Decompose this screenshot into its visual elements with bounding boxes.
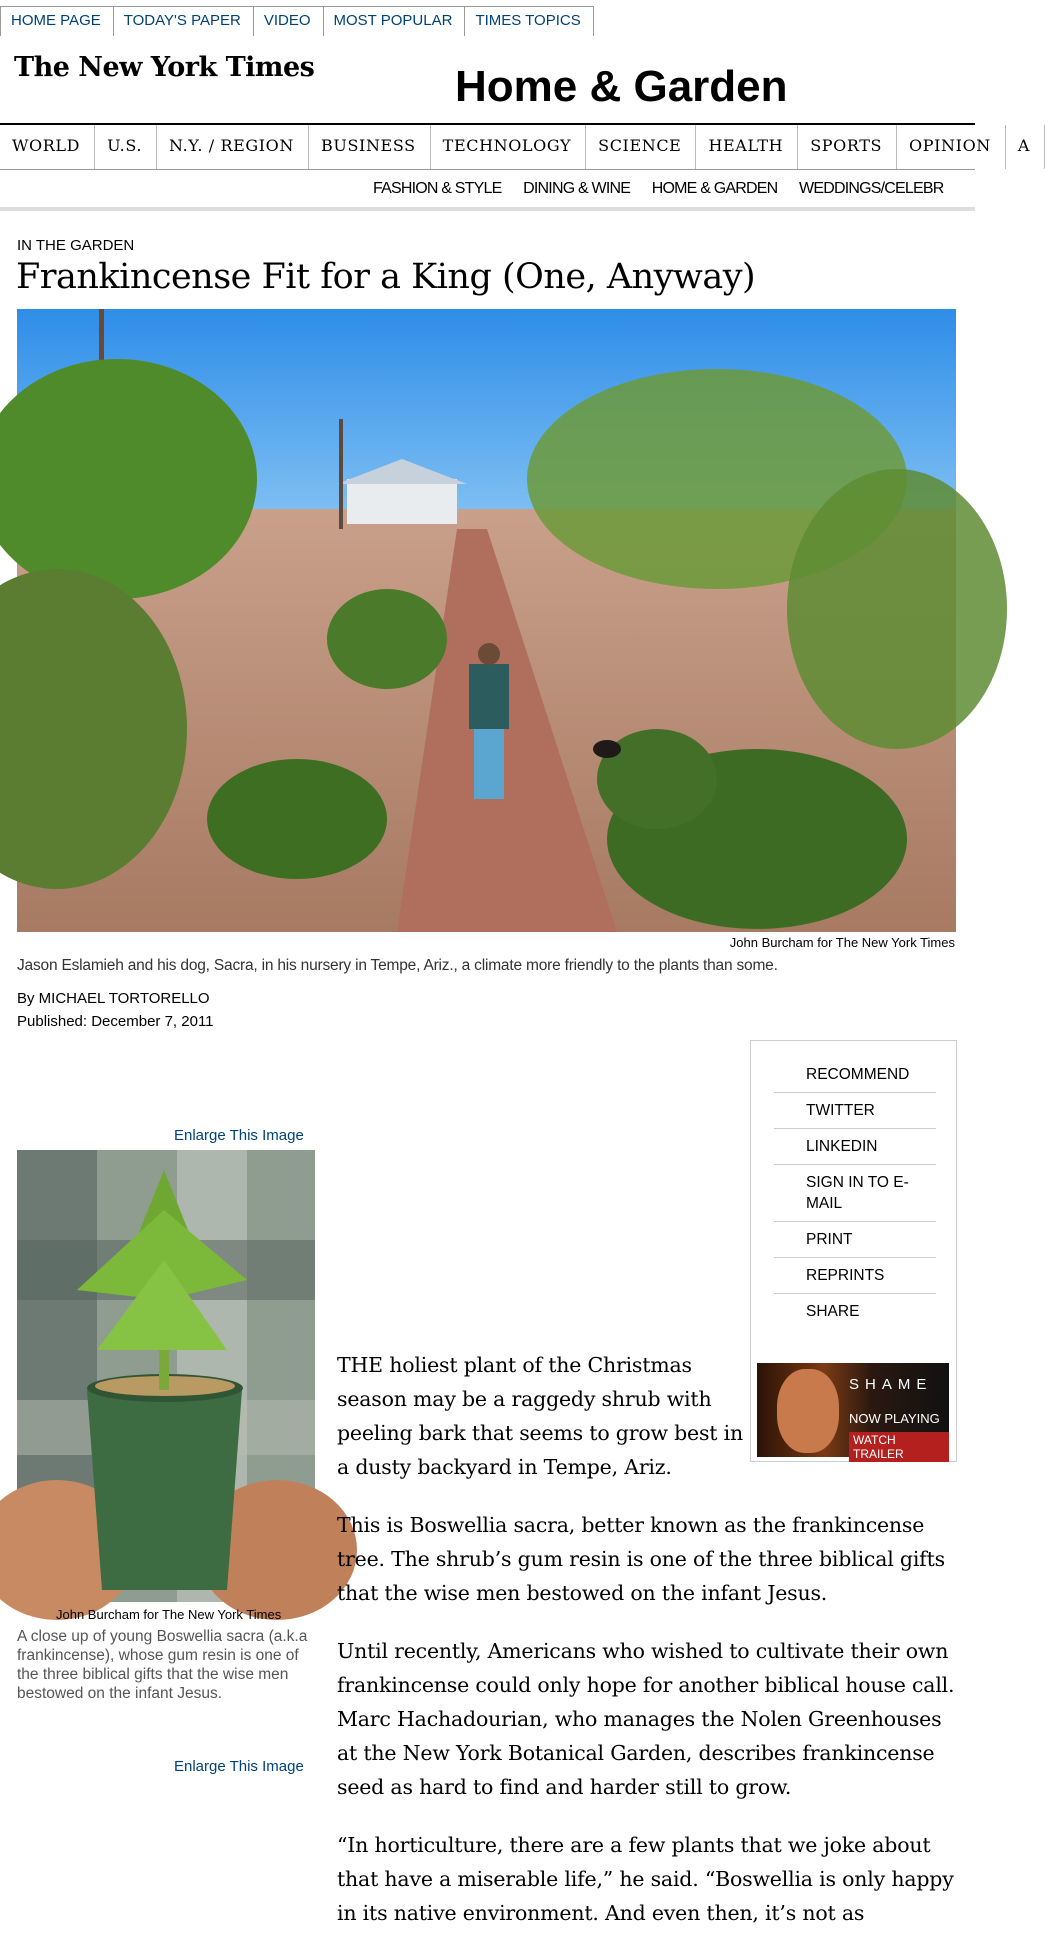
email-link[interactable]: SIGN IN TO E-MAIL: [774, 1165, 936, 1222]
subsection-nav: [373, 180, 962, 198]
twitter-link[interactable]: TWITTER: [774, 1093, 936, 1129]
article-body-p2: [337, 1508, 957, 1610]
ad-face: [777, 1369, 839, 1453]
top-nav: [0, 6, 593, 36]
paragraph: THE holiest plant of the Christmas season may be a raggedy shrub with peeling bark that seems to grow best in a dusty backyard in Tempe, Ariz.: [337, 1353, 744, 1479]
main-photo: [17, 309, 956, 932]
side-photo-credit: John Burcham for The New York Times: [56, 1607, 282, 1622]
section-sports[interactable]: SPORTS: [798, 125, 897, 169]
recommend-link[interactable]: RECOMMEND: [774, 1057, 936, 1093]
main-photo-caption: Jason Eslamieh and his dog, Sacra, in his nursery in Tempe, Ariz., a climate more friendly to the plants than some.: [17, 957, 778, 974]
section-opinion[interactable]: OPINION: [897, 125, 1006, 169]
nav-home-page[interactable]: HOME PAGE: [0, 6, 114, 36]
header-divider: [0, 207, 975, 211]
subsection-weddings[interactable]: WEDDINGS/CELEBR: [799, 180, 944, 197]
article-body-p4: [337, 1828, 957, 1930]
print-link[interactable]: PRINT: [774, 1222, 936, 1258]
side-photo[interactable]: [17, 1150, 315, 1602]
subsection-dining[interactable]: DINING & WINE: [523, 180, 631, 197]
ad-title: SHAME: [849, 1376, 933, 1393]
byline: By MICHAEL TORTORELLO: [17, 990, 210, 1007]
section-nav: [0, 123, 1031, 170]
article-headline: Frankincense Fit for a King (One, Anyway): [16, 257, 756, 297]
section-world[interactable]: WORLD: [0, 125, 95, 169]
ad-watch-trailer[interactable]: WATCH TRAILER: [849, 1432, 949, 1462]
section-arts[interactable]: A: [1006, 125, 1045, 169]
ad-now-playing: NOW PLAYING: [849, 1411, 940, 1426]
section-health[interactable]: HEALTH: [696, 125, 798, 169]
shame-ad[interactable]: [757, 1363, 949, 1461]
section-business[interactable]: BUSINESS: [309, 125, 431, 169]
enlarge-image-link[interactable]: Enlarge This Image: [174, 1127, 304, 1144]
paragraph: “In horticulture, there are a few plants that we joke about that have a miserable life,” he said. “Boswellia is only happy in its native environment. And even then, it’s not as: [337, 1833, 954, 1925]
section-title: Home & Garden: [455, 62, 788, 111]
linkedin-link[interactable]: LINKEDIN: [774, 1129, 936, 1165]
section-us[interactable]: U.S.: [95, 125, 157, 169]
nav-most-popular[interactable]: MOST POPULAR: [323, 6, 466, 36]
nav-times-topics[interactable]: TIMES TOPICS: [464, 6, 593, 36]
section-technology[interactable]: TECHNOLOGY: [431, 125, 586, 169]
section-science[interactable]: SCIENCE: [586, 125, 696, 169]
nav-video[interactable]: VIDEO: [253, 6, 324, 36]
side-photo-caption: A close up of young Boswellia sacra (a.k.a frankincense), whose gum resin is one of the three biblical gifts that the wise men bestowed on the infant Jesus.: [17, 1628, 308, 1702]
nyt-logo[interactable]: The New York Times: [14, 52, 315, 83]
section-ny-region[interactable]: N.Y. / REGION: [157, 125, 309, 169]
paragraph: Until recently, Americans who wished to cultivate their own frankincense could only hope for another biblical house call. Marc Hachadourian, who manages the Nolen Greenhouses at the New York Botanical Garden, describes frankincense seed as hard to find and harder still to grow.: [337, 1639, 955, 1799]
article-body-p1: [337, 1348, 747, 1484]
main-photo-credit: John Burcham for The New York Times: [729, 935, 955, 950]
article-body-p3: [337, 1634, 957, 1804]
share-link[interactable]: SHARE: [806, 1303, 860, 1320]
published-date: Published: December 7, 2011: [17, 1013, 214, 1030]
subsection-fashion[interactable]: FASHION & STYLE: [373, 180, 502, 197]
nav-todays-paper[interactable]: TODAY'S PAPER: [113, 6, 254, 36]
paragraph: This is Boswellia sacra, better known as the frankincense tree. The shrub’s gum resin is one of the three biblical gifts that the wise men bestowed on the infant Jesus.: [337, 1513, 945, 1605]
reprints-link[interactable]: REPRINTS: [774, 1258, 936, 1294]
subsection-home-garden[interactable]: HOME & GARDEN: [651, 180, 778, 197]
enlarge-image-link-2[interactable]: Enlarge This Image: [174, 1758, 304, 1775]
article-kicker[interactable]: IN THE GARDEN: [17, 237, 135, 254]
